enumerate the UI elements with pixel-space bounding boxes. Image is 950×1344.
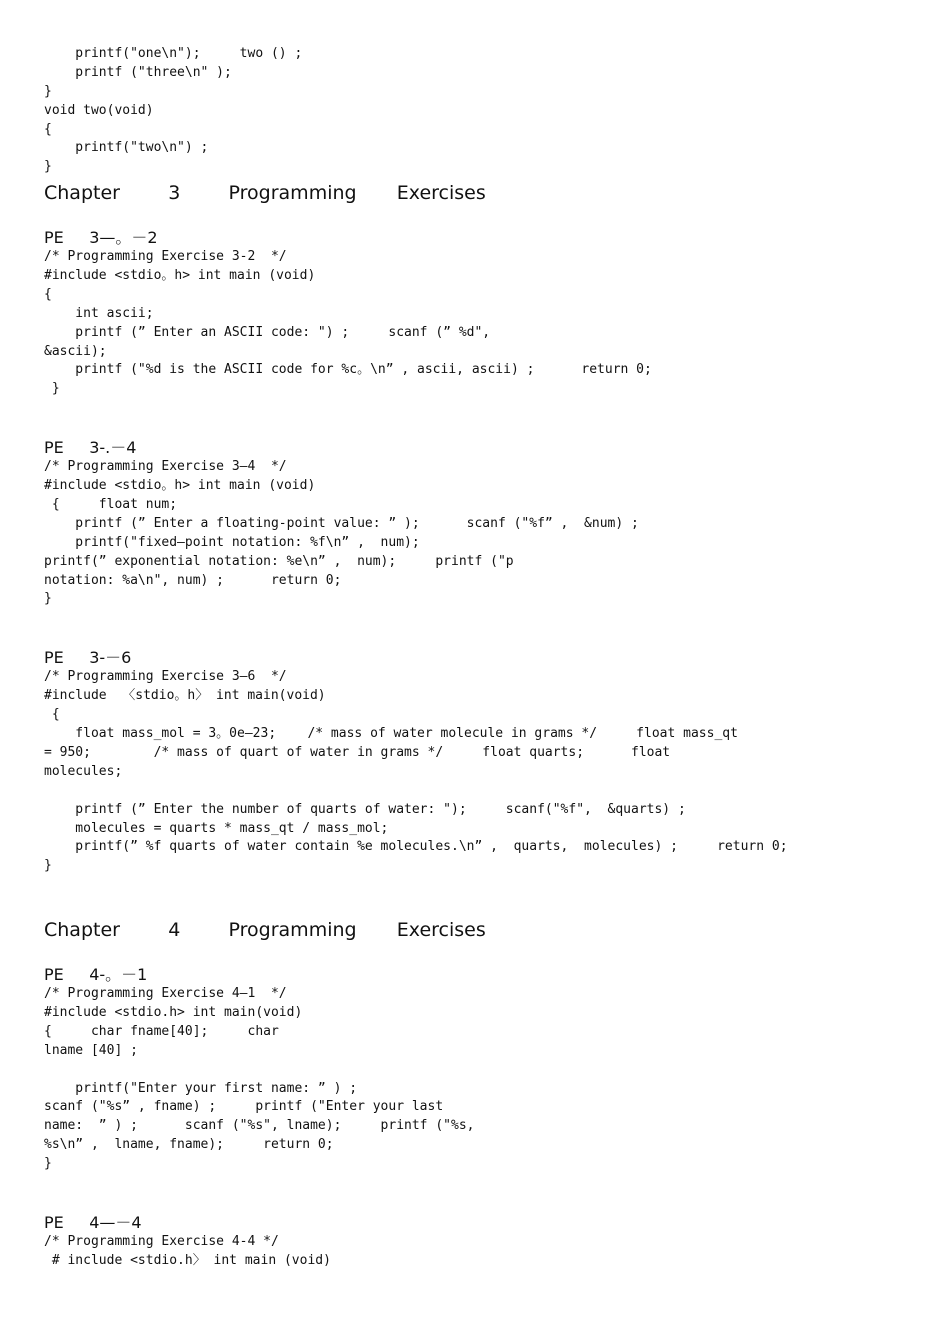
code-line: printf (” Enter an ASCII code: ") ; scanf (” %d",: [44, 324, 491, 340]
code-line: }: [44, 1156, 52, 1172]
code-line: #include <stdio。h> int main (void): [44, 478, 316, 494]
code-line: {: [44, 286, 52, 302]
code-line: [44, 1061, 924, 1080]
code-line: printf("two\n") ;: [44, 140, 209, 156]
code-line: }: [44, 159, 52, 175]
code-line: printf("fixed—point notation: %f\n” , num);: [44, 534, 420, 550]
exercise-title: PE 3—。－2: [44, 228, 158, 248]
code-line: printf(” %f quarts of water contain %e molecules.\n” , quarts, molecules) ; return 0;: [44, 839, 788, 855]
code-line: printf ("%d is the ASCII code for %c。\n” , ascii, ascii) ; return 0;: [44, 362, 652, 378]
code-line: }: [44, 83, 52, 99]
exercise-3-6: [44, 647, 924, 876]
code-line: printf("Enter your first name: ” ) ;: [44, 1080, 358, 1096]
code-line: #include 〈stdio。h〉 int main(void): [44, 688, 326, 704]
code-line: printf (” Enter a floating-point value: ” ); scanf ("%f” , &num) ;: [44, 515, 639, 531]
code-line: printf ("three\n" );: [44, 64, 232, 80]
code-line: # include <stdio.h〉 int main (void): [44, 1252, 331, 1268]
exercise-4-1: [44, 964, 924, 1174]
code-line: = 950; /* mass of quart of water in grams */ float quarts; float: [44, 744, 671, 760]
exercise-3-4: [44, 437, 924, 609]
code-line: /* Programming Exercise 3—6 */: [44, 669, 287, 685]
exercise-title: PE 4-。－1: [44, 965, 148, 985]
code-line: { char fname[40]; char: [44, 1023, 279, 1039]
code-line: scanf ("%s” , fname) ; printf ("Enter your last: [44, 1099, 444, 1115]
code-line: /* Programming Exercise 3—4 */: [44, 459, 287, 475]
exercise-title: PE 3-.－4: [44, 438, 137, 458]
code-line: {: [44, 707, 60, 723]
code-line: #include <stdio.h> int main(void): [44, 1004, 303, 1020]
code-line: /* Programming Exercise 3-2 */: [44, 249, 287, 265]
code-line: }: [44, 858, 52, 874]
code-line: printf (” Enter the number of quarts of water: "); scanf("%f", &quarts) ;: [44, 801, 686, 817]
code-line: %s\n” , lname, fname); return 0;: [44, 1137, 334, 1153]
code-block-top: [44, 45, 924, 177]
exercise-4-4: [44, 1212, 924, 1271]
code-line: {: [44, 121, 52, 137]
code-line: { float num;: [44, 497, 178, 513]
code-line: molecules;: [44, 763, 123, 779]
code-line: int ascii;: [44, 305, 154, 321]
code-line: &ascii);: [44, 343, 107, 359]
code-line: float mass_mol = 3。0e—23; /* mass of water molecule in grams */ float mass_qt: [44, 726, 738, 742]
code-line: }: [44, 591, 52, 607]
code-line: }: [44, 381, 60, 397]
exercise-3-2: [44, 227, 924, 399]
code-line: /* Programming Exercise 4—1 */: [44, 986, 287, 1002]
code-line: void two(void): [44, 102, 154, 118]
exercise-title: PE 3-－6: [44, 648, 132, 668]
code-line: printf(” exponential notation: %e\n” , num); printf ("p: [44, 553, 514, 569]
code-line: #include <stdio。h> int main (void): [44, 268, 316, 284]
code-line: molecules = quarts * mass_qt / mass_mol;: [44, 820, 389, 836]
code-line: notation: %a\n", num) ; return 0;: [44, 572, 342, 588]
chapter-4-heading: Chapter 4 Programming Exercises: [44, 919, 486, 942]
exercise-title: PE 4—－4: [44, 1212, 142, 1232]
chapter-3-heading: Chapter 3 Programming Exercises: [44, 182, 486, 205]
code-line: name: ” ) ; scanf ("%s", lname); printf ("%s,: [44, 1118, 475, 1134]
code-line: [44, 782, 924, 801]
code-line: /* Programming Exercise 4-4 */: [44, 1233, 279, 1249]
document-page: [44, 45, 924, 1271]
code-line: lname [40] ;: [44, 1042, 138, 1058]
code-line: printf("one\n"); two () ;: [44, 46, 303, 61]
